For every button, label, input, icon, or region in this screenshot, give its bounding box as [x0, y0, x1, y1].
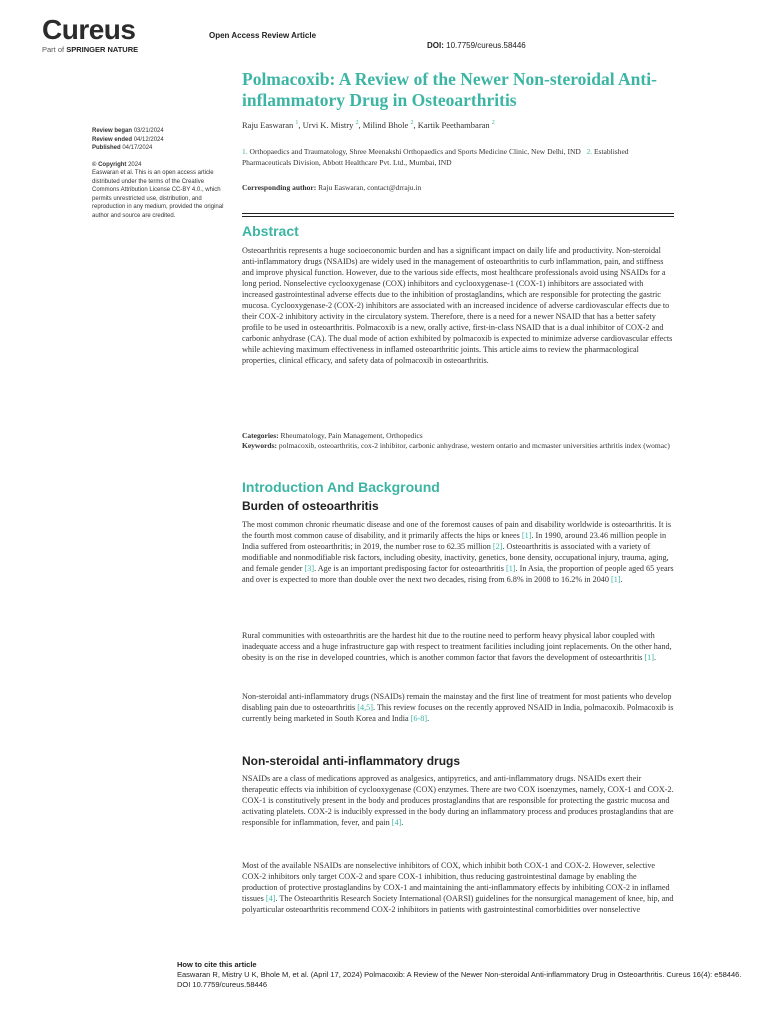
citation-link[interactable]: [1]	[644, 653, 654, 662]
author-link[interactable]: Kartik Peethambaran	[417, 120, 490, 130]
published-date: Published 04/17/2024	[92, 145, 153, 151]
author-list: Raju Easwaran $^1$, Urvi K. Mistry $^2$, Milind Bhole $^2$, Kartik Peethambaran $^2$	[242, 120, 495, 130]
citation-link[interactable]: [1]	[505, 564, 516, 573]
review-ended: Review ended 04/12/2024	[92, 136, 164, 143]
categories: Categories: Rheumatology, Pain Management, Orthopedics	[242, 431, 423, 440]
author-link[interactable]: Milind Bhole	[362, 120, 409, 130]
cureus-logo[interactable]	[42, 16, 138, 54]
how-to-cite-label: How to cite this article	[177, 960, 257, 969]
abstract-heading: Abstract	[242, 223, 299, 239]
keywords: Keywords: polmacoxib, osteoarthritis, cox-2 inhibitor, carbonic anhydrase, western ontario and mcmaster universities arthritis index (womac)	[242, 441, 670, 450]
paragraph: Rural communities with osteoarthritis are the hardest hit due to the routine need to perform heavy physical labor coupled with inadequate access and a huge infrastructure gap with respect to treatment facilities including joint replacements. On the other hand, obesity is on the rise in developed countries, which is another common factor that favors the development of osteoarthritis [1].	[242, 631, 672, 662]
paragraph: NSAIDs are a class of medications approved as analgesics, antipyretics, and anti-inflammatory drugs. NSAIDs exert their therapeutic effects via inhibition of cyclooxygenase (COX) enzymes. There are two COX isoenzymes, namely, COX-1 and COX-2. COX-1 is constitutively present in the body and produces prostaglandins that are responsible for protecting the gastric mucosa and activating platelets. COX-2 is inducibly expressed in the body during an inflammatory process and produces prostaglandins that are responsible for inflammation, fever, and pain [4].	[242, 774, 674, 827]
citation-link[interactable]: [1]	[611, 575, 621, 584]
corresponding-contact[interactable]: Raju Easwaran, contact@drraju.in	[318, 183, 422, 192]
citation-link[interactable]: [1]	[521, 531, 532, 540]
author-link[interactable]: Urvi K. Mistry	[302, 120, 354, 130]
how-to-cite	[177, 960, 747, 990]
citation-link[interactable]: [4]	[265, 894, 276, 903]
citation-link[interactable]: [3]	[304, 564, 315, 573]
divider	[242, 213, 674, 214]
author-link[interactable]: Raju Easwaran	[242, 120, 294, 130]
corresponding-author: Corresponding author: Raju Easwaran, contact@drraju.in	[242, 183, 422, 192]
citation-link[interactable]: [4]	[391, 818, 402, 827]
article-sidebar	[92, 127, 232, 220]
abstract-text: Osteoarthritis represents a huge socioeconomic burden and has a significant impact on daily life and productivity. Non-steroidal anti-inflammatory drugs (NSAIDs) are widely used in the management of osteoarthritis to curb inflammation, pain, and stiffness and improve physical function. However, due to the various side effects, most healthcare professionals avoid using NSAIDs for a long period. Nonselective cyclooxygenase (COX) inhibitors and cyclooxygenase-1 (COX-1) inhibitors are associated with increased gastrointestinal adverse effects due to the inhibition of prostaglandins, which are responsible for protecting the gastric mucosa. Cyclooxygenase-2 (COX-2) inhibitors are associated with an increased incidence of adverse cardiovascular effects due to their COX-2 inhibitory activity in the circulatory system. Therefore, there is a need for a newer NSAID that has a better safety profile to be used in osteoarthritis. Polmacoxib is a new, orally active, first-in-class NSAID that is a dual inhibitor of COX-2 and carbonic anhydrase (CA). The dual mode of action exhibited by polmacoxib is expected to minimize adverse cardiovascular effects while achieving maximum effectiveness in inflamed osteoarthritic joints. This article aims to review the pharmacological properties, clinical efficacy, and safety data of polmacoxib in osteoarthritis.	[242, 246, 673, 365]
copyright: © Copyright 2024	[92, 161, 142, 168]
doi[interactable]: DOI: 10.7759/cureus.58446	[427, 41, 526, 50]
nsaid-heading: Non-steroidal anti-inflammatory drugs	[242, 754, 461, 768]
affiliations: 1. Orthopaedics and Traumatology, Shree Meenakshi Orthopaedics and Sports Medicine Clinic, New Delhi, IND 2. Established Pharmaceuticals Division, Abbott Healthcare Pvt. Ltd., Mumbai, IND	[242, 147, 629, 167]
paragraph: The most common chronic rheumatic disease and one of the foremost causes of pain and disability worldwide is osteoarthritis. It is the fourth most common cause of disability, and it primarily affects the hips or knees [1]. In 1990, around 23.46 million people in India suffered from osteoarthritis; in 2019, the number rose to 62.35 million [2]. Osteoarthritis is associated with a variety of modifiable and nonmodifiable risk factors, including obesity, inactivity, genetics, bone density, occupational injury, trauma, aging, and female gender [3]. Age is an important predisposing factor for osteoarthritis [1]. In Asia, the proportion of people aged 65 years and over is expected to more than double over the next two decades, rising from 6.8% in 2008 to 16.2% in 2040 [1].	[242, 520, 674, 584]
citation-link[interactable]: [2]	[492, 542, 503, 551]
divider	[242, 216, 674, 217]
citation-link[interactable]: [4,5]	[357, 703, 373, 712]
article-type: Open Access Review Article	[209, 31, 317, 40]
intro-heading: Introduction And Background	[242, 479, 440, 495]
citation-text: Easwaran R, Mistry U K, Bhole M, et al. (April 17, 2024) Polmacoxib: A Review of the Newer Non-steroidal Anti-inflammatory Drug in Osteoarthritis. Cureus 16(4): e58446. DOI 10.7759/cureus.58446	[177, 970, 742, 989]
logo-wordmark: Cureus	[42, 14, 136, 45]
license-text: Easwaran et al. This is an open access article distributed under the terms of the Creative Commons Attribution License CC-BY 4.0., which permits unrestricted use, distribution, and reproduction in any medium, provided the original author and source are credited.	[92, 170, 224, 219]
citation-link[interactable]: [6-8]	[410, 714, 428, 723]
burden-heading: Burden of osteoarthritis	[242, 499, 379, 513]
article-title: Polmacoxib: A Review of the Newer Non-steroidal Anti-inflammatory Drug in Osteoarthritis	[242, 69, 657, 110]
paragraph: Non-steroidal anti-inflammatory drugs (NSAIDs) remain the mainstay and the first line of treatment for most patients who develop disabling pain due to osteoarthritis [4,5]. This review focuses on the recently approved NSAID in India, polmacoxib. Polmacoxib is currently being marketed in South Korea and India [6-8].	[242, 692, 674, 723]
categories-keywords	[242, 431, 674, 451]
paragraph: Most of the available NSAIDs are nonselective inhibitors of COX, which inhibit both COX-1 and COX-2. However, selective COX-2 inhibitors only target COX-2 and spare COX-1 inhibition, thus reducing gastrointestinal damage by enabling the production of protective prostaglandins by COX-1 and maintaining the anti-inflammatory effects by inhibiting COX-2 in inflamed tissues [4]. The Osteoarthritis Research Society International (OARSI) guidelines for the nonsurgical management of knee, hip, and polyarticular osteoarthritis recommend COX-2 inhibitors in patients with gastrointestinal comorbidities over nonselective	[242, 861, 674, 914]
logo-subtitle: Part of SPRINGER NATURE	[42, 45, 139, 54]
review-began: Review began 03/21/2024	[92, 128, 164, 134]
